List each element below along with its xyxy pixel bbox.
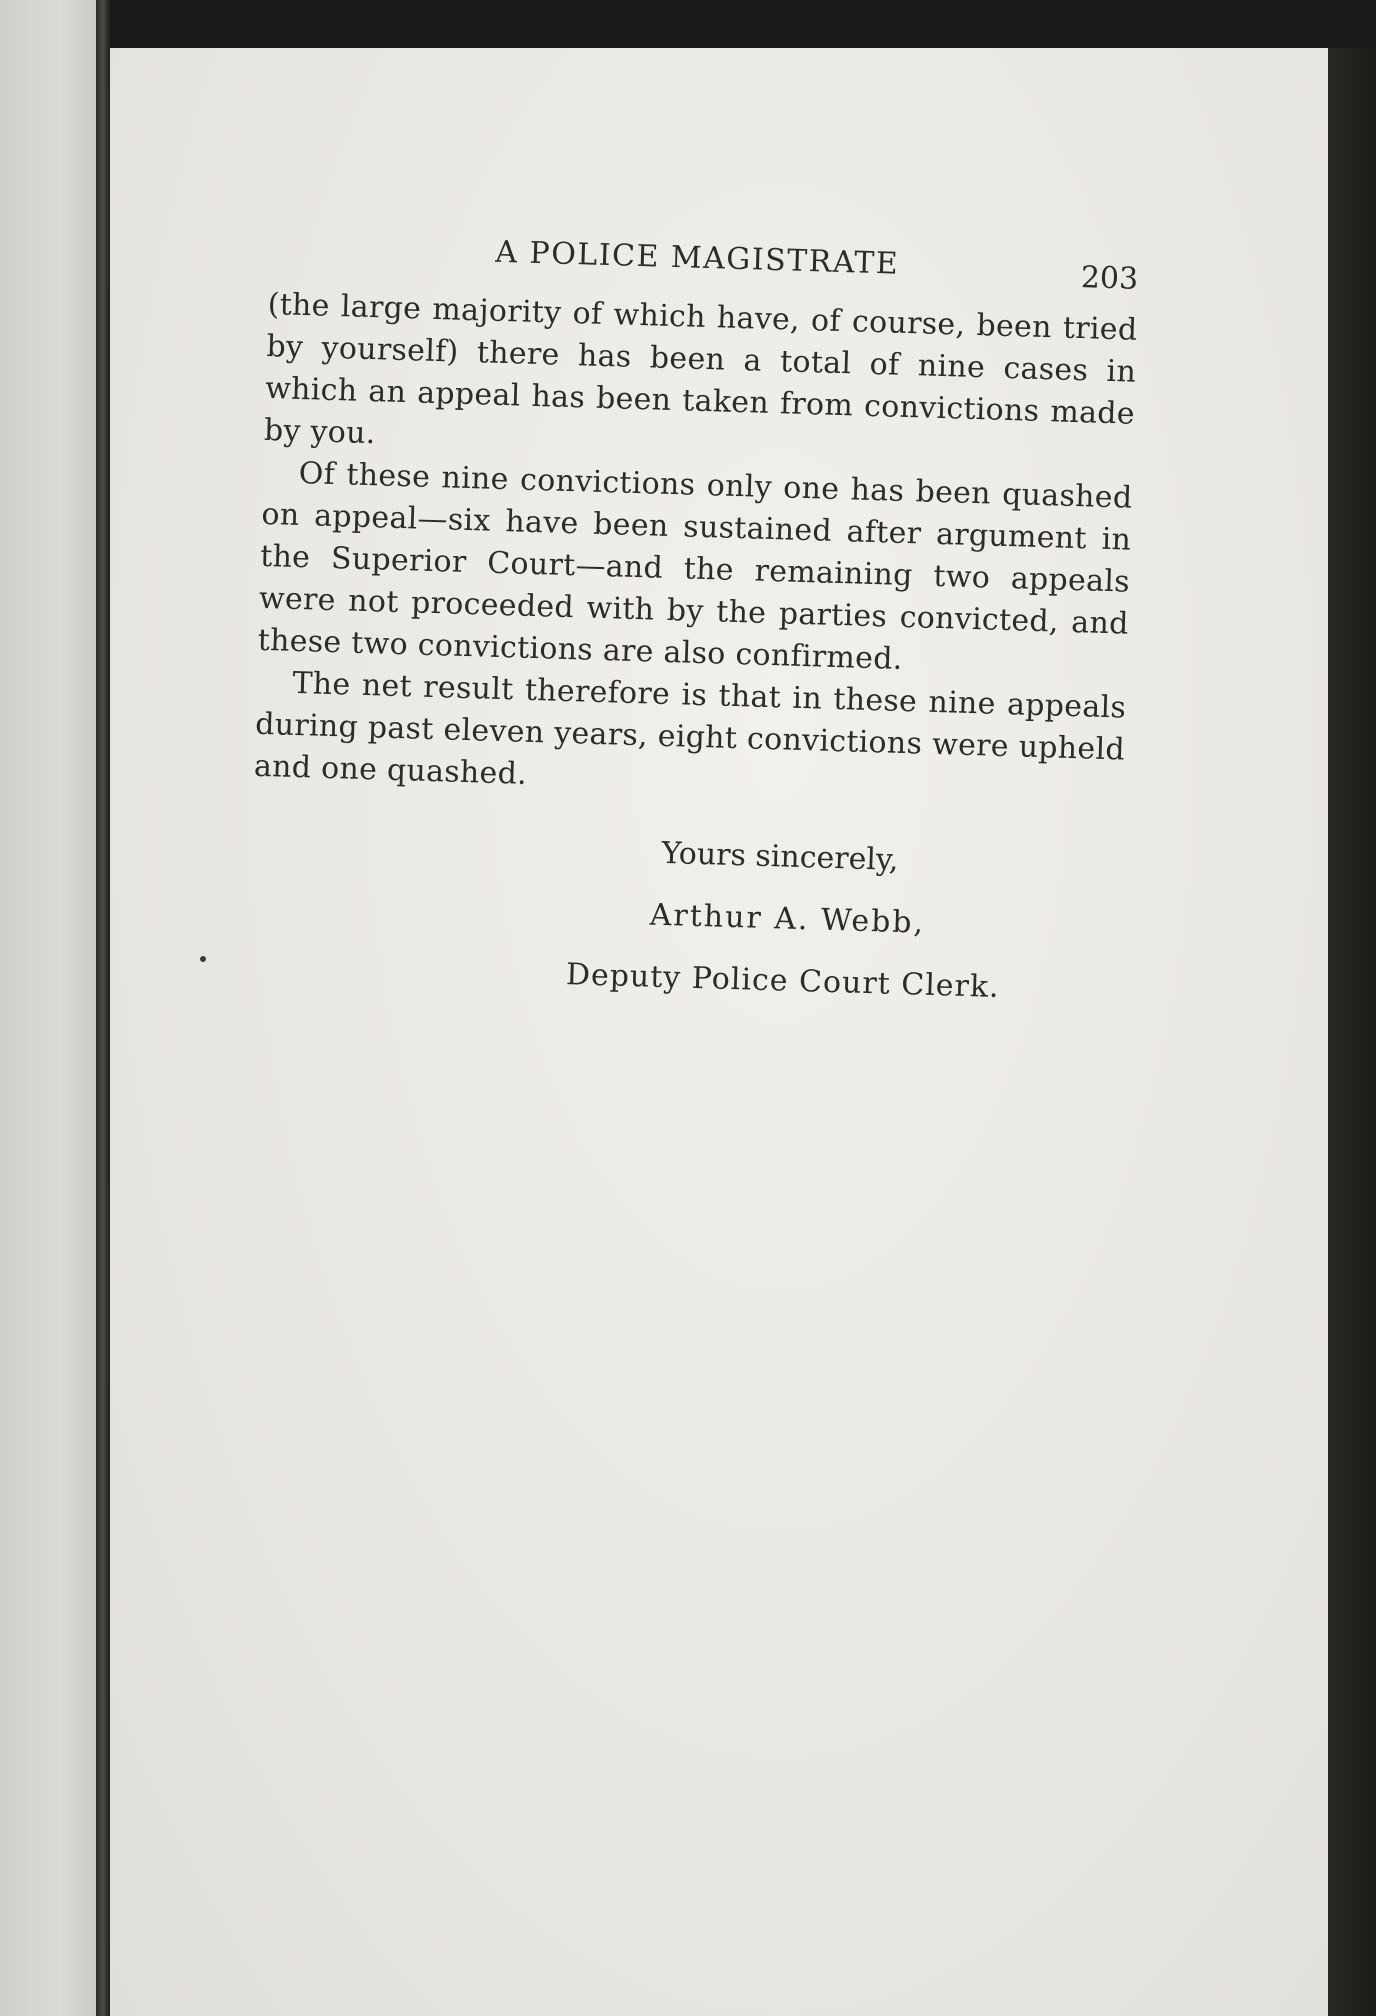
left-page-edge [0,0,100,2016]
signatory-title: Deputy Police Court Clerk. [565,957,1001,1005]
page-number: 203 [1080,260,1139,297]
running-title: A POLICE MAGISTRATE [494,234,900,282]
book-gutter [96,0,110,2016]
paragraph: Of these nine convictions only one has been quashed on appeal—six have been sustained after argument in the Superior Court—and the remaining two appeals were not proceeded with by the parties convicted, and these two convictions are also confirmed. [257,455,1133,677]
scan-top-border [110,0,1376,48]
paragraph: (the large majority of which have, of course, been tried by yourself) there has been a total of nine cases in which an appeal has been taken from convictions made by you. [263,286,1138,452]
page-content [247,228,1140,1039]
valediction: Yours sincerely, [661,835,899,878]
signatory-name: Arthur A. Webb, [649,897,926,941]
paragraph: The net result therefore is that in these nine appeals during past eleven years, eight convictions were upheld and one quashed. [253,665,1127,792]
scan-right-border [1328,48,1376,2016]
ink-speck [200,956,206,962]
body-text [253,284,1138,814]
letter-closing [247,824,1122,1040]
